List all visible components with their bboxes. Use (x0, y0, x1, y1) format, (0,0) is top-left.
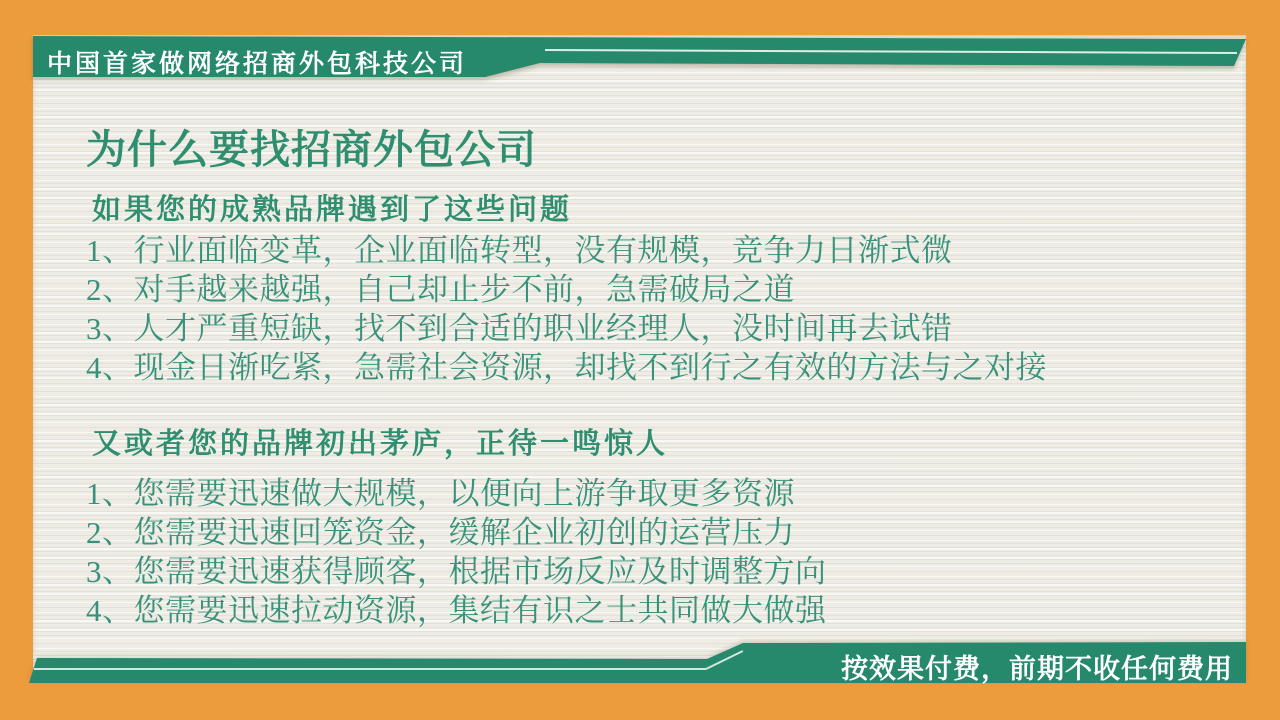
pricing-slogan: 按效果付费，前期不收任何费用 (841, 654, 1233, 684)
page-title: 为什么要找招商外包公司 (86, 128, 537, 172)
list-item: 2、对手越来越强，自己却止步不前，急需破局之道 (86, 272, 795, 307)
list-item: 1、行业面临变革，企业面临转型，没有规模，竞争力日渐式微 (86, 233, 953, 268)
problem-list-mature-brand (86, 231, 1047, 387)
bottom-ribbon-accent-line (34, 668, 706, 670)
section-heading-mature-brand: 如果您的成熟品牌遇到了这些问题 (92, 194, 573, 226)
list-item: 2、您需要迅速回笼资金，缓解企业初创的运营压力 (86, 515, 795, 550)
list-item: 1、您需要迅速做大规模，以便向上游争取更多资源 (86, 476, 795, 511)
list-item: 3、人才严重短缺，找不到合适的职业经理人，没时间再去试错 (86, 311, 953, 346)
list-item: 3、您需要迅速获得顾客，根据市场反应及时调整方向 (86, 554, 827, 589)
company-tagline: 中国首家做网络招商外包科技公司 (47, 50, 468, 78)
list-item: 4、您需要迅速拉动资源，集结有识之士共同做大做强 (86, 593, 827, 628)
list-item: 4、现金日渐吃紧，急需社会资源，却找不到行之有效的方法与之对接 (86, 350, 1047, 385)
section-heading-new-brand: 又或者您的品牌初出茅庐，正待一鸣惊人 (92, 428, 669, 460)
problem-list-new-brand (86, 474, 827, 630)
